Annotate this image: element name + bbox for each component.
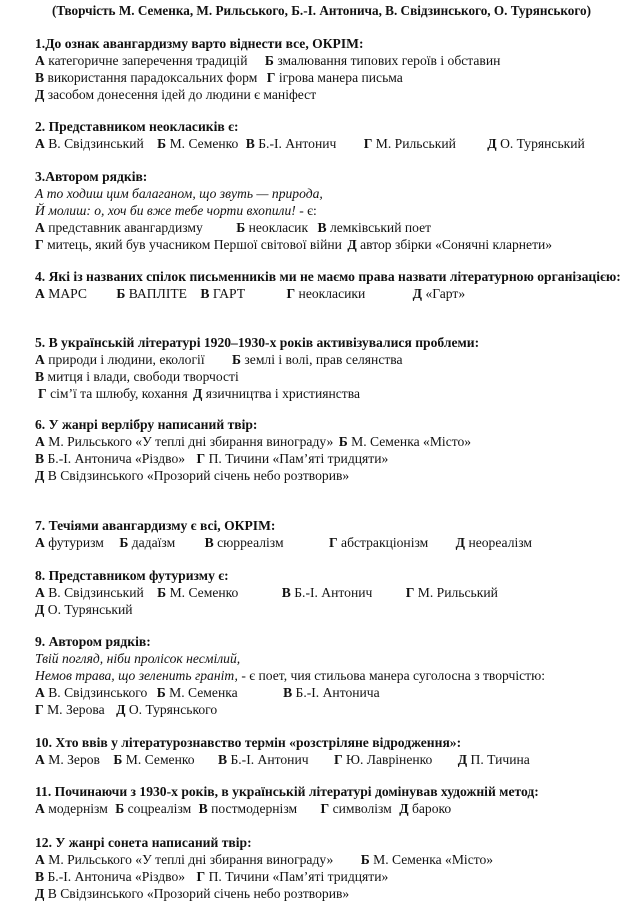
option-b[interactable]: Б М. Семенко (157, 136, 239, 151)
option-a[interactable]: А В. Свідзинського (35, 685, 148, 700)
question-7 (35, 517, 635, 551)
option-v[interactable]: В Б.-І. Антонич (281, 585, 373, 600)
poem-line: Твій погляд, ніби пролісок несмілий, (35, 651, 241, 666)
question-title: 8. Представником футуризму є: (35, 568, 229, 583)
option-h[interactable]: Г П. Тичини «Пам’яті тридцяти» (196, 451, 389, 466)
option-h[interactable]: Г абстракціонізм (328, 535, 429, 550)
option-a[interactable]: А природи і людини, екології (35, 352, 205, 367)
option-h[interactable]: Г М. Зерова (35, 702, 105, 717)
worksheet-subtitle: (Творчість М. Семенка, М. Рильського, Б.-І. Антонича, В. Свідзинського, О. Турянського) (51, 3, 592, 18)
question-5 (35, 334, 635, 402)
option-h[interactable]: Г неокласики (286, 286, 366, 301)
question-1 (35, 35, 635, 103)
option-d[interactable]: Д В Свідзинського «Прозорий січень небо розтворив» (35, 468, 350, 483)
poem-line: Й молиш: о, хоч би вже тебе чорти вхопили! - (35, 203, 304, 218)
option-b[interactable]: Б неокласик (236, 220, 309, 235)
question-2 (35, 118, 635, 152)
question-4 (35, 268, 635, 302)
option-a[interactable]: А М. Рильського «У теплі дні збирання винограду» (35, 852, 334, 867)
question-title: 4. Які із названих спілок письменників ми не маємо права назвати літературною організацією: (35, 269, 621, 284)
option-v[interactable]: В Б.-І. Антонича (283, 685, 380, 700)
option-v[interactable]: В митця і влади, свободи творчості (35, 369, 239, 384)
question-title: 3.Автором рядків: (35, 169, 148, 184)
option-d[interactable]: Д «Гарт» (412, 286, 466, 301)
question-11 (35, 783, 635, 817)
option-b[interactable]: Б М. Семенка (156, 685, 238, 700)
option-h[interactable]: Г сім’ї та шлюбу, кохання (38, 386, 188, 401)
question-6 (35, 416, 635, 484)
question-10 (35, 734, 635, 768)
question-title: 1.До ознак авангардизму варто віднести все, ОКРІМ: (35, 36, 364, 51)
option-d[interactable]: Д О. Турянський (487, 136, 585, 151)
question-3 (35, 168, 635, 253)
option-a[interactable]: А М. Зеров (35, 752, 100, 767)
option-b[interactable]: Б М. Семенко (157, 585, 239, 600)
question-9 (35, 633, 635, 718)
option-v[interactable]: В ГАРТ (200, 286, 246, 301)
option-a[interactable]: А категоричне заперечення традицій (35, 53, 248, 68)
option-v[interactable]: В постмодернізм (198, 801, 298, 816)
option-a[interactable]: А М. Рильського «У теплі дні збирання винограду» (35, 434, 334, 449)
option-v[interactable]: В лемківський поет (317, 220, 432, 235)
option-b[interactable]: Б землі і волі, прав селянства (232, 352, 403, 367)
option-d[interactable]: Д неореалізм (455, 535, 533, 550)
option-h[interactable]: Г ігрова манера письма (266, 70, 403, 85)
question-12 (35, 834, 635, 902)
question-title: 11. Починаючи з 1930-х років, в українській літературі домінував художній метод: (35, 784, 539, 799)
option-h[interactable]: Г П. Тичини «Пам’яті тридцяти» (196, 869, 389, 884)
option-v[interactable]: В Б.-І. Антонич (245, 136, 337, 151)
question-title: 12. У жанрі сонета написаний твір: (35, 835, 252, 850)
option-a[interactable]: А футуризм (35, 535, 104, 550)
option-d[interactable]: Д В Свідзинського «Прозорий січень небо розтворив» (35, 886, 350, 901)
option-b[interactable]: Б М. Семенка «Місто» (360, 852, 494, 867)
option-h[interactable]: Г М. Рильський (405, 585, 498, 600)
question-8 (35, 567, 635, 618)
option-a[interactable]: А В. Свідзинський (35, 136, 144, 151)
option-v[interactable]: В Б.-І. Антонича «Різдво» (35, 451, 186, 466)
option-d[interactable]: Д П. Тичина (457, 752, 530, 767)
option-h[interactable]: Г М. Рильський (363, 136, 456, 151)
option-b[interactable]: Б соцреалізм (115, 801, 192, 816)
option-b[interactable]: Б М. Семенка «Місто» (338, 434, 472, 449)
option-a[interactable]: А В. Свідзинський (35, 585, 144, 600)
question-title: 10. Хто ввів у літературознавство термін «розстріляне відродження»: (35, 735, 462, 750)
option-a[interactable]: А МАРС (35, 286, 87, 301)
option-b[interactable]: Б М. Семенко (113, 752, 195, 767)
poem-tail: є: (307, 203, 317, 218)
option-v[interactable]: В сюрреалізм (204, 535, 284, 550)
option-d[interactable]: Д автор збірки «Сонячні кларнети» (347, 237, 553, 252)
option-h[interactable]: Г митець, який був учасником Першої світової війни (35, 237, 342, 252)
poem-line: Немов трава, що зеленить граніт, (35, 668, 238, 683)
option-b[interactable]: Б змалювання типових героїв і обставин (264, 53, 501, 68)
question-title: 9. Автором рядків: (35, 634, 151, 649)
option-d[interactable]: Д О. Турянський (35, 602, 133, 617)
option-v[interactable]: В використання парадоксальних форм (35, 70, 258, 85)
option-d[interactable]: Д засобом донесення ідей до людини є маніфест (35, 87, 317, 102)
question-title: 5. В українській літературі 1920–1930-х років активізувалися проблеми: (35, 335, 480, 350)
option-b[interactable]: Б дадаїзм (119, 535, 176, 550)
question-title: 6. У жанрі верлібру написаний твір: (35, 417, 258, 432)
option-v[interactable]: В Б.-І. Антонич (217, 752, 309, 767)
option-b[interactable]: Б ВАПЛІТЕ (116, 286, 187, 301)
option-a[interactable]: А модернізм (35, 801, 108, 816)
poem-line: А то ходиш цим балаганом, що звуть — природа, (35, 186, 323, 201)
option-d[interactable]: Д язичництва і християнства (193, 386, 361, 401)
question-title: 7. Течіями авангардизму є всі, ОКРІМ: (35, 518, 276, 533)
option-d[interactable]: Д бароко (399, 801, 452, 816)
option-a[interactable]: А представник авангардизму (35, 220, 203, 235)
poem-tail: - є поет, чия стильова манера суголосна з творчістю: (241, 668, 546, 683)
option-h[interactable]: Г Ю. Лавріненко (333, 752, 433, 767)
option-d[interactable]: Д О. Турянського (116, 702, 218, 717)
question-title: 2. Представником неокласиків є: (35, 119, 239, 134)
option-v[interactable]: В Б.-І. Антонича «Різдво» (35, 869, 186, 884)
option-h[interactable]: Г символізм (320, 801, 392, 816)
